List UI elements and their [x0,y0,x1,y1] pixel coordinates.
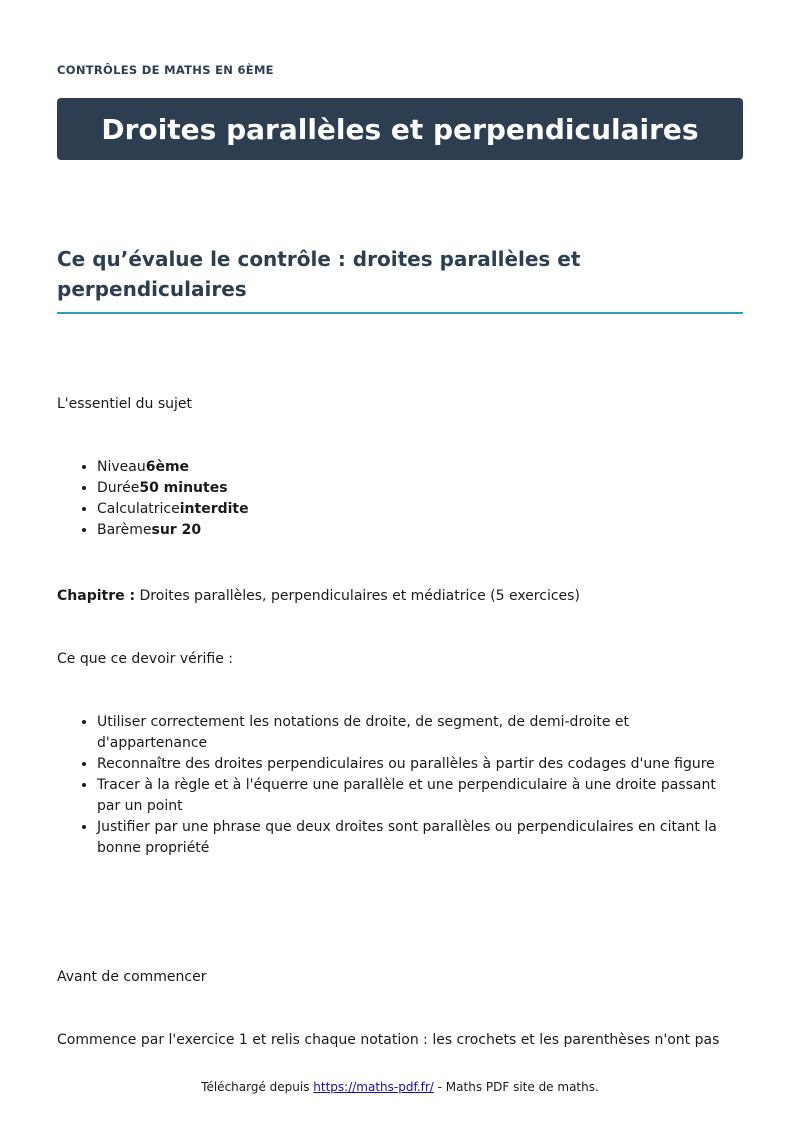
footer-prefix: Téléchargé depuis [201,1080,314,1094]
list-item: • Justifier par une phrase que deux droites sont parallèles ou perpendiculaires en citant la bonne propriété [97,817,743,859]
essentials-list [57,457,743,541]
page-title: Droites parallèles et perpendiculaires [101,112,699,146]
list-item: • Calculatriceinterdite [97,499,743,520]
chapter-text: Droites parallèles, perpendiculaires et médiatrice (5 exercices) [135,588,580,604]
list-item: • Tracer à la règle et à l'équerre une parallèle et une perpendiculaire à une droite passant par un point [97,775,743,817]
verifies-heading: Ce que ce devoir vérifie : [57,651,234,667]
verifies-list [57,712,743,859]
section-title: Ce qu’évalue le contrôle : droites parallèles et perpendiculaires [57,244,743,314]
list-item: • Utiliser correctement les notations de droite, de segment, de demi-droite et d'appartenance [97,712,743,754]
before-heading: Avant de commencer [57,969,207,985]
list-item: • Reconnaître des droites perpendiculaires ou parallèles à partir des codages d'une figure [97,754,743,775]
before-text: Commence par l'exercice 1 et relis chaque notation : les crochets et les parenthèses n'ont pas [57,1032,720,1048]
essentials-heading: L'essentiel du sujet [57,396,193,412]
footer [0,1080,800,1094]
chapter-line [57,586,580,606]
header-kicker: CONTRÔLES DE MATHS EN 6ÈME [57,63,274,77]
footer-suffix: - Maths PDF site de maths. [433,1080,599,1094]
footer-link[interactable]: https://maths-pdf.fr/ [313,1080,434,1094]
list-item: • Niveau6ème [97,457,743,478]
list-item: • Barèmesur 20 [97,520,743,541]
title-banner [57,98,743,160]
list-item: • Durée50 minutes [97,478,743,499]
chapter-label: Chapitre : [57,588,136,604]
